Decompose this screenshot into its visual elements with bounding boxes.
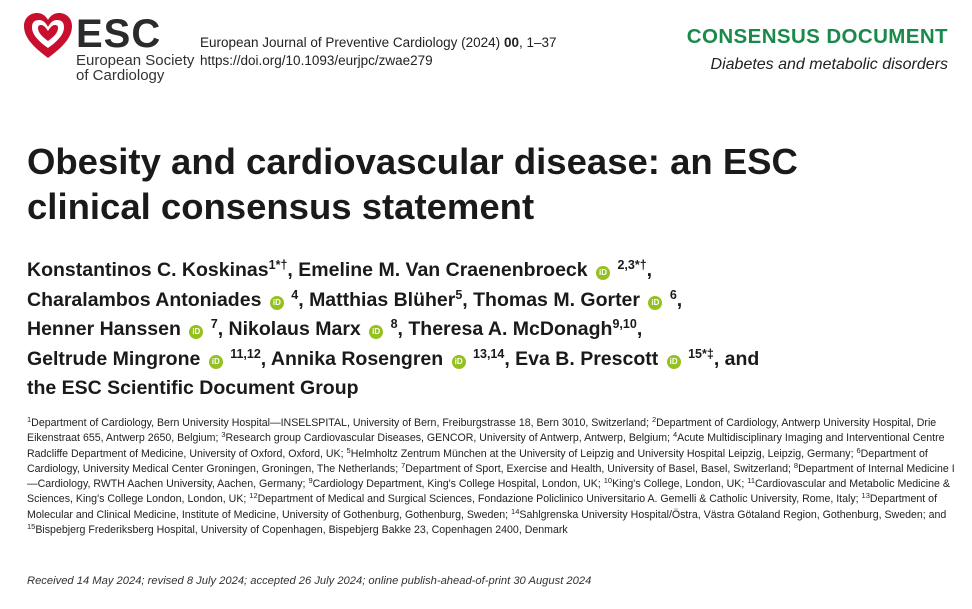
orcid-icon[interactable]: iD	[667, 355, 681, 369]
journal-citation	[200, 34, 557, 70]
article-title	[27, 139, 927, 229]
author-name: Matthias Blüher	[309, 288, 456, 311]
affiliation-number: 14	[511, 506, 520, 516]
affiliation-text: Department of Sport, Exercise and Health, University of Basel, Basel, Switzerland;	[405, 462, 794, 475]
affiliation-number: 12	[249, 491, 258, 501]
author-affiliation-refs: 1*†	[268, 258, 288, 272]
affiliation-text: Department of Internal Medicine I—Cardiology, RWTH Aachen University, Aachen, Germany;	[27, 462, 955, 491]
orcid-icon[interactable]: iD	[648, 296, 662, 310]
author-line	[27, 286, 947, 316]
journal-name-line	[200, 34, 557, 52]
author-affiliation-refs: 15*‡	[688, 346, 714, 361]
affiliation-number: 8	[793, 460, 799, 470]
logo-subtitle-line1: European Society	[76, 52, 195, 69]
affiliation-text: Cardiology Department, King's College Hospital, London, UK;	[312, 478, 604, 491]
author-name: Thomas M. Gorter	[473, 288, 640, 311]
affiliation-number: 7	[401, 460, 406, 470]
affiliation-text: Department of Cardiology, Bern University Hospital—INSELSPITAL, University of Bern, Freiburgstrasse 18, Bern 3010, Switzerland;	[31, 417, 652, 429]
author-affiliation-refs: 9,10	[612, 317, 637, 331]
affiliation-text: Helmholtz Zentrum München at the University of Leipzig and University Hospital Leipzig, Leipzig, Germany;	[350, 447, 857, 460]
author-separator: , and	[713, 347, 760, 370]
author-separator: ,	[462, 288, 474, 311]
author-name: Nikolaus Marx	[228, 318, 361, 340]
affiliation-number: 3	[221, 430, 226, 440]
author-affiliation-refs: 13,14	[473, 346, 505, 361]
orcid-icon[interactable]: iD	[369, 325, 383, 339]
logo-wordmark: ESC	[76, 12, 162, 56]
author-separator: ,	[397, 318, 409, 340]
author-separator: ,	[260, 347, 271, 370]
author-name: Annika Rosengren	[270, 347, 444, 370]
logo-subtitle	[76, 53, 194, 83]
esc-heart-icon	[22, 12, 74, 60]
orcid-icon[interactable]: iD	[452, 355, 466, 369]
affiliation-number: 10	[603, 476, 613, 486]
author-affiliation-refs: 11,12	[230, 346, 261, 361]
affiliation-number: 9	[308, 476, 313, 486]
journal-doi[interactable]: https://doi.org/10.1093/eurjpc/zwae279	[200, 53, 433, 68]
author-affiliation-refs: 6	[669, 287, 677, 302]
affiliation-text: Acute Multidisciplinary Imaging and Interventional Centre Radcliffe Department of Medicine, University of Oxford, Oxford, UK;	[27, 432, 945, 460]
article-title-line2: clinical consensus statement	[27, 186, 535, 227]
author-affiliation-refs: 5	[455, 287, 463, 302]
author-name: Eva B. Prescott	[515, 347, 659, 370]
affiliation-number: 5	[346, 445, 351, 455]
journal-name: European Journal of Preventive Cardiology (2024)	[200, 35, 504, 50]
author-line	[27, 345, 947, 375]
author-name: Charalambos Antoniades	[27, 288, 262, 311]
document-category: Diabetes and metabolic disorders	[710, 56, 948, 73]
affiliation-number: 6	[856, 445, 861, 455]
affiliation-text: Bispebjerg Frederiksberg Hospital, University of Copenhagen, Bispebjerg Bakke 23, Copenhagen 2400, Denmark	[35, 524, 568, 537]
author-line	[27, 374, 947, 404]
author-affiliation-refs: 2,3*†	[617, 258, 647, 272]
author-line	[27, 315, 947, 345]
affiliation-number: 4	[673, 430, 678, 440]
affiliation-text: Department of Medical and Surgical Sciences, Fondazione Policlinico Universitario A. Gemelli & Catholic University, Rome, Italy;	[257, 493, 862, 506]
affiliation-text: Department of Molecular and Clinical Medicine, Institute of Medicine, University of Gothenburg, Gothenburg, Sweden;	[27, 493, 938, 521]
orcid-icon[interactable]: iD	[270, 296, 284, 310]
affiliation-number: 2	[651, 415, 657, 424]
author-separator: ,	[287, 259, 299, 281]
author-line	[27, 256, 947, 286]
article-title-line1: Obesity and cardiovascular disease: an ESC	[27, 141, 798, 182]
logo-subtitle-line2: of Cardiology	[76, 67, 165, 84]
document-type-label: CONSENSUS DOCUMENT	[686, 25, 948, 48]
esc-logo	[22, 12, 202, 84]
orcid-icon[interactable]: iD	[189, 325, 203, 339]
affiliation-number: 13	[861, 491, 870, 501]
affiliation-text: Cardiovascular and Metabolic Medicine & Sciences, King's College London, London, UK;	[27, 478, 950, 506]
author-affiliation-refs: 7	[210, 317, 218, 331]
author-affiliation-refs: 4	[291, 287, 299, 302]
author-separator: ,	[217, 318, 229, 340]
affiliation-text: Department of Cardiology, University Medical Center Groningen, Groningen, The Netherlands;	[27, 447, 928, 475]
author-separator: ,	[676, 288, 683, 311]
orcid-icon[interactable]: iD	[209, 355, 223, 369]
author-name: Konstantinos C. Koskinas	[27, 259, 269, 281]
affiliation-text: Department of Cardiology, Antwerp University Hospital, Drie Eikenstraat 655, Antwerp 2650, Belgium;	[27, 417, 937, 445]
orcid-icon[interactable]: iD	[596, 266, 610, 280]
author-list	[27, 256, 947, 404]
affiliation-number: 11	[747, 476, 756, 486]
affiliation-number: 1	[27, 415, 32, 424]
affiliation-text: Sahlgrenska University Hospital/Östra, Västra Götaland Region, Gothenburg, Sweden; and	[519, 508, 947, 521]
affiliations	[27, 416, 955, 538]
affiliation-text: Research group Cardiovascular Diseases, GENCOR, University of Antwerp, Antwerp, Belgium;	[225, 432, 673, 445]
affiliation-number: 15	[27, 522, 36, 532]
author-name: Theresa A. McDonagh	[408, 318, 613, 340]
author-separator: ,	[636, 318, 643, 340]
document-type	[687, 24, 948, 76]
author-name: Geltrude Mingrone	[27, 347, 201, 370]
author-affiliation-refs: 8	[390, 317, 398, 331]
received-dates: Received 14 May 2024; revised 8 July 2024; accepted 26 July 2024; online publish-ahead-of-print 30 August 2024	[27, 575, 592, 587]
author-name: Henner Hanssen	[27, 318, 181, 340]
author-separator: ,	[298, 288, 310, 311]
author-separator: ,	[646, 259, 653, 281]
journal-pages: , 1–37	[518, 35, 557, 50]
author-name: Emeline M. Van Craenenbroeck	[298, 259, 588, 281]
affiliation-text: King's College, London, UK;	[612, 478, 748, 491]
journal-volume: 00	[503, 35, 519, 50]
author-group: the ESC Scientific Document Group	[27, 377, 359, 399]
author-separator: ,	[504, 347, 516, 370]
